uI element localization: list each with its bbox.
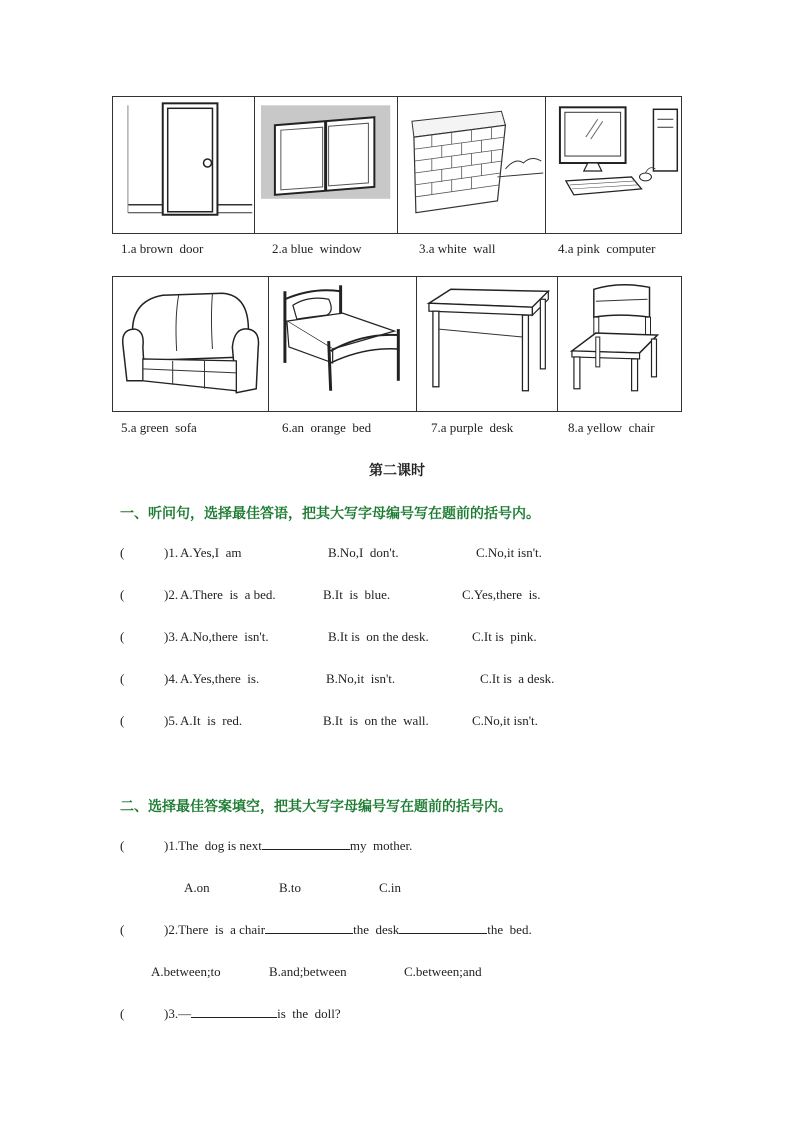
option-b: B.to xyxy=(279,880,302,895)
caption-4: 4.a pink computer xyxy=(558,241,656,256)
option-a: A.on xyxy=(184,880,210,895)
option-c: C.It is pink. xyxy=(472,629,537,644)
paren-close: )3. xyxy=(164,629,179,644)
paren-open: ( xyxy=(120,587,125,602)
section-1-title: 一、听问句，选择最佳答语，把其大写字母编号写在题前的括号内。 xyxy=(120,506,540,522)
paren-open: ( xyxy=(120,713,125,728)
option-b: B.It is blue. xyxy=(323,587,391,602)
door-picture xyxy=(113,97,255,233)
caption-2: 2.a blue window xyxy=(272,241,362,256)
option-c: C.No,it isn't. xyxy=(472,713,538,728)
answer-blank[interactable] xyxy=(399,922,487,934)
wall-picture xyxy=(398,97,546,233)
option-a: A.between;to xyxy=(151,964,221,979)
s2-question-3 xyxy=(120,1006,341,1054)
paren-close: )1. xyxy=(164,545,179,560)
answer-blank[interactable] xyxy=(265,922,353,934)
bed-picture xyxy=(269,277,417,411)
option-a: A.It is red. xyxy=(180,713,243,728)
option-c: C.No,it isn't. xyxy=(476,545,542,560)
paren-open: ( xyxy=(120,671,125,686)
option-a: A.No,there isn't. xyxy=(180,629,269,644)
option-b: B.and;between xyxy=(269,964,347,979)
question-stem: )1.The dog is next my mother. xyxy=(164,838,413,853)
option-a: A.There is a bed. xyxy=(180,587,276,602)
picture-row-1 xyxy=(112,96,682,234)
caption-7: 7.a purple desk xyxy=(431,420,514,435)
option-c: C.in xyxy=(379,880,402,895)
option-c: C.between;and xyxy=(404,964,482,979)
caption-8: 8.a yellow chair xyxy=(568,420,655,435)
picture-row-2 xyxy=(112,276,682,412)
paren-close: )4. xyxy=(164,671,179,686)
paren-open: ( xyxy=(120,1006,125,1021)
option-b: B.It is on the wall. xyxy=(323,713,429,728)
option-b: B.No,it isn't. xyxy=(326,671,396,686)
option-b: B.No,I don't. xyxy=(328,545,399,560)
lesson-title: 第二课时 xyxy=(369,463,425,479)
paren-open: ( xyxy=(120,922,125,937)
s2-question-2 xyxy=(120,922,532,970)
desk-picture xyxy=(417,277,557,411)
paren-open: ( xyxy=(120,629,125,644)
section-2-title: 二、选择最佳答案填空，把其大写字母编号写在题前的括号内。 xyxy=(120,799,512,815)
question-stem: )2.There is a chair the desk the bed. xyxy=(164,922,532,937)
caption-3: 3.a white wall xyxy=(419,241,496,256)
answer-blank[interactable] xyxy=(191,1006,277,1018)
paren-open: ( xyxy=(120,838,125,853)
caption-6: 6.an orange bed xyxy=(282,420,372,435)
option-b: B.It is on the desk. xyxy=(328,629,429,644)
window-picture xyxy=(255,97,397,233)
answer-blank[interactable] xyxy=(262,838,350,850)
option-a: A.Yes,I am xyxy=(180,545,242,560)
question-stem: )3.— is the doll? xyxy=(164,1006,341,1021)
sofa-picture xyxy=(113,277,269,411)
caption-1: 1.a brown door xyxy=(121,241,204,256)
caption-5: 5.a green sofa xyxy=(121,420,197,435)
option-c: C.Yes,there is. xyxy=(462,587,541,602)
option-c: C.It is a desk. xyxy=(480,671,555,686)
option-a: A.Yes,there is. xyxy=(180,671,260,686)
paren-open: ( xyxy=(120,545,125,560)
paren-close: )2. xyxy=(164,587,179,602)
s2-question-1 xyxy=(120,838,413,886)
computer-picture xyxy=(546,97,681,233)
chair-picture xyxy=(558,277,681,411)
paren-close: )5. xyxy=(164,713,179,728)
